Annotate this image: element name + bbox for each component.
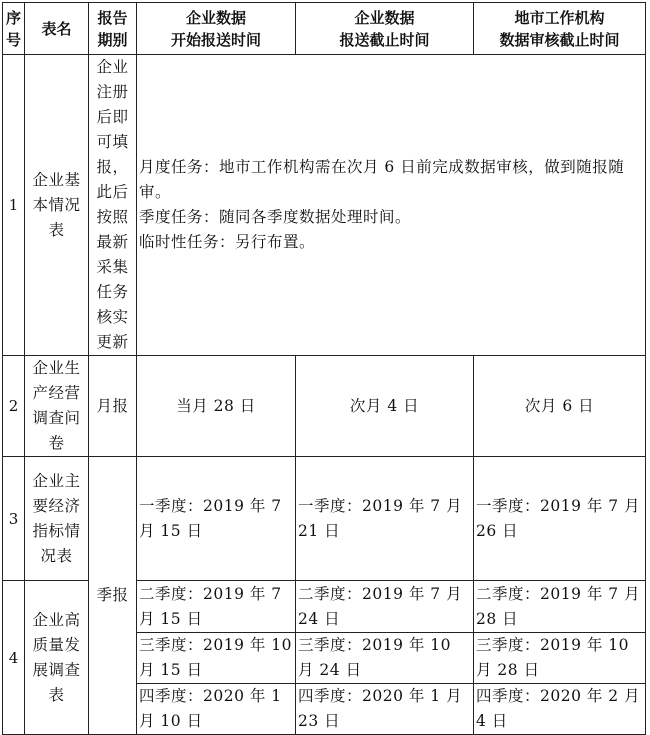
row-start-time: 二季度：2019 年 7 月 15 日 <box>137 581 296 633</box>
row-period: 月报 <box>89 356 137 457</box>
row-start-time: 四季度：2020 年 1 月 10 日 <box>137 684 296 735</box>
row-seq: 4 <box>3 581 25 735</box>
row-deadline: 一季度：2019 年 7 月 21 日 <box>296 457 474 581</box>
row-start-time: 三季度：2019 年 10 月 15 日 <box>137 633 296 684</box>
header-period: 报告期别 <box>89 3 137 55</box>
row-review-deadline: 二季度：2019 年 7 月 28 日 <box>474 581 646 633</box>
header-seq: 序号 <box>3 3 25 55</box>
row-deadline: 四季度：2020 年 1 月 23 日 <box>296 684 474 735</box>
row-review-deadline: 四季度：2020 年 2 月 4 日 <box>474 684 646 735</box>
header-review-deadline: 地市工作机构 数据审核截止时间 <box>474 3 646 55</box>
row-period: 季报 <box>89 457 137 735</box>
row-deadline: 二季度：2019 年 7 月 24 日 <box>296 581 474 633</box>
row-deadline: 次月 4 日 <box>296 356 474 457</box>
header-deadline: 企业数据 报送截止时间 <box>296 3 474 55</box>
table-row <box>3 457 646 581</box>
header-row <box>3 3 646 55</box>
row-period: 企业注册后即可填报，此后按照最新采集任务核实更新 <box>89 55 137 356</box>
row-seq: 2 <box>3 356 25 457</box>
row-review-deadline: 一季度：2019 年 7 月 26 日 <box>474 457 646 581</box>
row-review-deadline: 三季度：2019 年 10 月 28 日 <box>474 633 646 684</box>
row-table-name: 企业主要经济指标情况表 <box>25 457 89 581</box>
row-seq: 1 <box>3 55 25 356</box>
row-table-name: 企业高质量发展调查表 <box>25 581 89 735</box>
row-table-name: 企业基本情况表 <box>25 55 89 356</box>
row-table-name: 企业生产经营调查问卷 <box>25 356 89 457</box>
row-start-time: 当月 28 日 <box>137 356 296 457</box>
row-note: 月度任务：地市工作机构需在次月 6 日前完成数据审核，做到随报随审。 季度任务：随同各季度数据处理时间。 临时性任务：另行布置。 <box>137 55 646 356</box>
header-table-name: 表名 <box>25 3 89 55</box>
table-row <box>3 55 646 356</box>
row-start-time: 一季度：2019 年 7 月 15 日 <box>137 457 296 581</box>
row-deadline: 三季度：2019 年 10 月 24 日 <box>296 633 474 684</box>
header-start-time: 企业数据 开始报送时间 <box>137 3 296 55</box>
table-row <box>3 356 646 457</box>
reporting-schedule-table <box>2 2 646 735</box>
row-review-deadline: 次月 6 日 <box>474 356 646 457</box>
row-seq: 3 <box>3 457 25 581</box>
